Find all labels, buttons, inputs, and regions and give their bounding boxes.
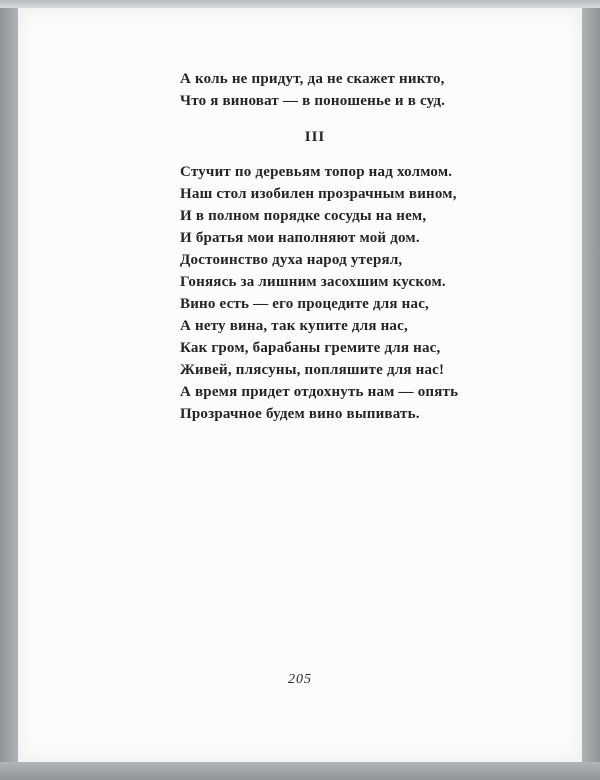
poem-line: Наш стол изобилен прозрачным вином, <box>180 186 457 202</box>
section-heading: III <box>304 129 326 145</box>
poem-line: Что я виноват — в поношенье и в суд. <box>180 93 446 109</box>
poem-line: Вино есть — его процедите для нас, <box>180 296 429 312</box>
scan-edge-bottom <box>0 762 600 780</box>
poem-line: И братья мои наполняют мой дом. <box>180 230 420 246</box>
page-number: 205 <box>288 672 312 687</box>
poem-line: Прозрачное будем вино выпивать. <box>180 406 420 422</box>
poem-line: Живей, плясуны, попляшите для нас! <box>180 362 445 378</box>
poem-line: Как гром, барабаны гремите для нас, <box>180 340 441 356</box>
scan-edge-left <box>0 0 18 780</box>
poem-text-block <box>180 68 460 425</box>
poem-line: Достоинство духа народ утерял, <box>180 252 403 268</box>
scan-edge-right <box>582 0 600 780</box>
scan-edge-top <box>0 0 600 8</box>
poem-line: А нету вина, так купите для нас, <box>180 318 408 334</box>
poem-line: Стучит по деревьям топор над холмом. <box>180 164 453 180</box>
poem-line: Гоняясь за лишним засохшим куском. <box>180 274 446 290</box>
poem-line: А коль не придут, да не скажет никто, <box>180 71 445 87</box>
poem-line: И в полном порядке сосуды на нем, <box>180 208 427 224</box>
poem-line: А время придет отдохнуть нам — опять <box>180 384 459 400</box>
